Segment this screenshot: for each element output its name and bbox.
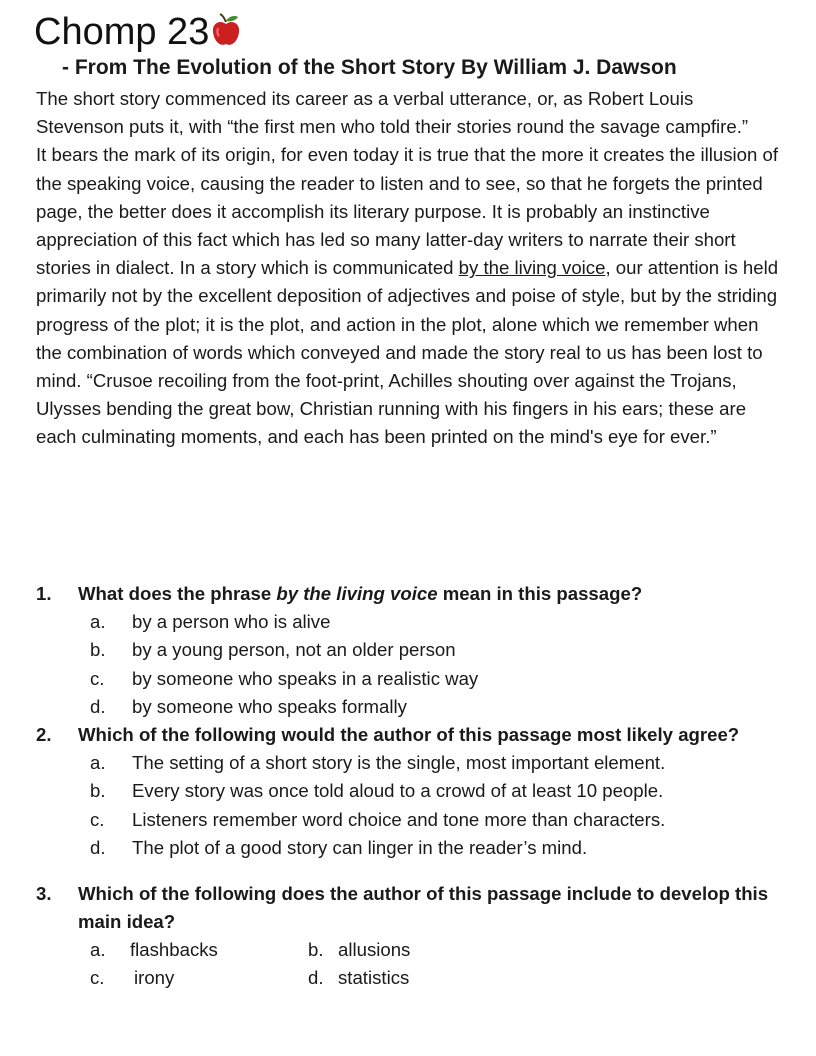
question-1 <box>36 580 786 608</box>
option[interactable]: c. Listeners remember word choice and tone more than characters. <box>90 808 666 830</box>
question-number: 1. <box>36 583 52 604</box>
questions <box>36 580 786 992</box>
question-3 <box>36 880 786 936</box>
question-text: Which of the following does the author of this passage include to develop this main idea? <box>78 883 769 933</box>
option[interactable]: c. irony <box>90 967 175 989</box>
option[interactable]: a. flashbacks <box>90 939 218 961</box>
options-list <box>36 749 786 862</box>
apple-icon <box>211 12 241 60</box>
title-text: Chomp 23 <box>34 11 210 53</box>
question-text: Which of the following would the author of this passage most likely agree? <box>78 724 740 746</box>
page-title <box>34 8 241 60</box>
italic-phrase: by the living voice <box>276 583 438 604</box>
option[interactable]: b. by a young person, not an older person <box>90 639 456 661</box>
underlined-phrase: by the living voice <box>458 257 606 279</box>
option[interactable]: d. The plot of a good story can linger in the reader’s mind. <box>90 836 588 858</box>
passage-text: , our attention is held primarily not by the excellent deposition of adjectives and poise of style, but by the striding progress of the plot; it is the plot, and action in the plot, alone which we remember when the combination of words which conveyed and made the story real to us has been lost to mind. “Crusoe recoiling from the foot-print, Achilles shouting over against the Trojans, Ulysses bending the great bow, Christian running with his fingers in his ears; these are each culminating moments, and each has been printed on the mind's eye for ever.” <box>36 257 779 448</box>
option[interactable]: a. The setting of a short story is the single, most important element. <box>90 752 666 774</box>
passage-paragraph-1: The short story commenced its career as a verbal utterance, or, as Robert Louis Stevenson puts it, with “the first men who told their stories round the savage campfire.” <box>36 88 749 138</box>
options-grid <box>36 936 786 992</box>
option[interactable]: d. by someone who speaks formally <box>90 695 407 717</box>
subtitle: - From The Evolution of the Short Story By William J. Dawson <box>62 56 677 79</box>
question-number: 2. <box>36 724 52 746</box>
option[interactable]: c. by someone who speaks in a realistic way <box>90 667 479 689</box>
question-text: What does the phrase by the living voice mean in this passage? <box>78 583 643 604</box>
option[interactable]: b. Every story was once told aloud to a crowd of at least 10 people. <box>90 780 664 802</box>
passage-text: It bears the mark of its origin, for even today it is true that the more it creates the illusion of the speaking voice, causing the reader to listen and to see, so that he forgets the printed page, the better does it accomplish its literary purpose. It is probably an instinctive appreciation of this fact which has led so many latter-day writers to narrate their short stories in dialect. In a story which is communicated <box>36 144 779 279</box>
option[interactable]: b. allusions <box>308 939 411 961</box>
options-list <box>36 608 786 721</box>
option[interactable]: d. statistics <box>308 967 410 989</box>
passage <box>36 85 786 452</box>
passage-paragraph-2 <box>36 141 786 451</box>
option[interactable]: a. by a person who is alive <box>90 611 331 633</box>
question-2 <box>36 721 786 749</box>
question-number: 3. <box>36 883 52 905</box>
